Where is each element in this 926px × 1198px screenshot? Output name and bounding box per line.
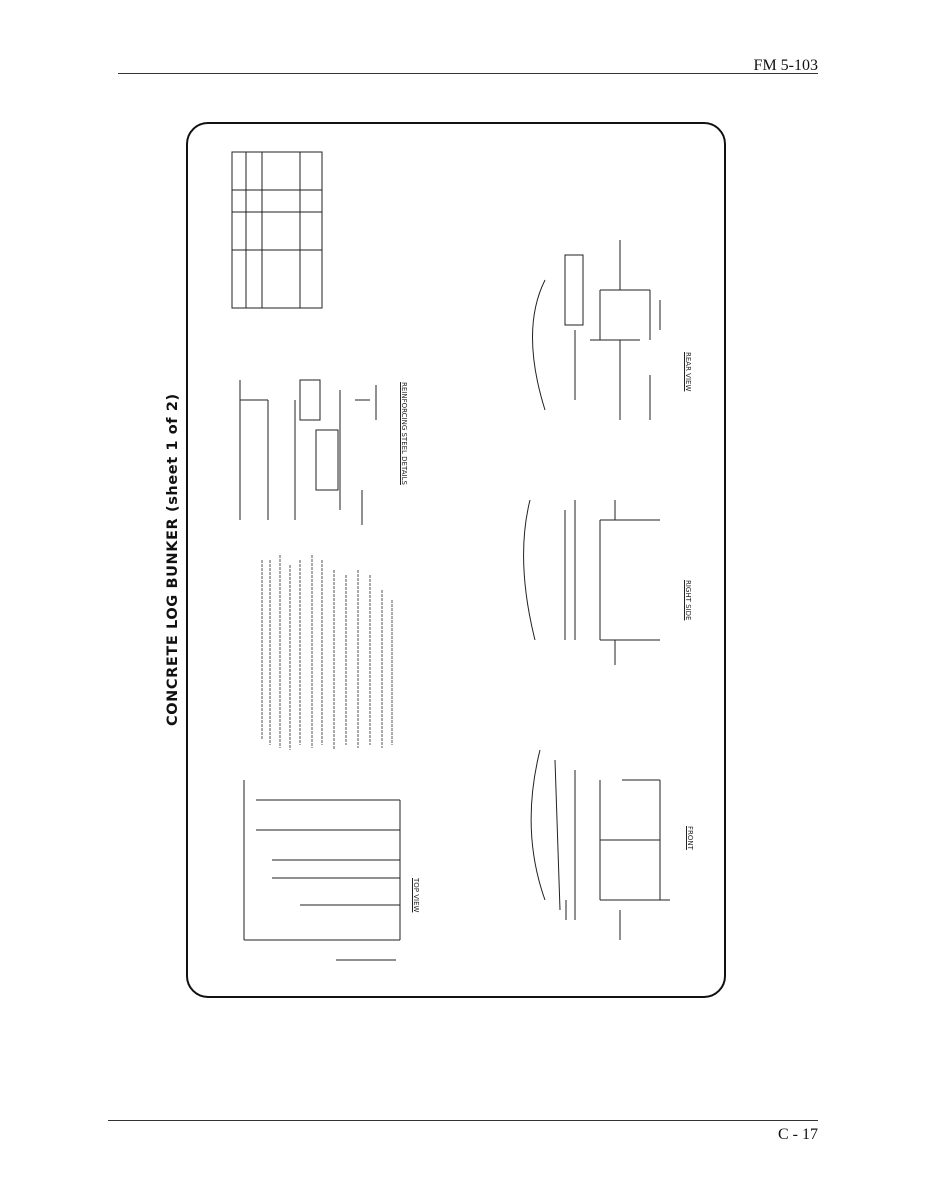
reinforcing-steel-label: REINFORCING STEEL DETAILS: [400, 382, 408, 485]
sheet-title: CONCRETE LOG BUNKER (sheet 1 of 2): [165, 393, 181, 726]
front-view-drawing: [531, 750, 670, 940]
right-side-view-label: RIGHT SIDE: [684, 580, 692, 621]
document-id: FM 5-103: [753, 57, 818, 74]
material-table: [232, 152, 322, 308]
rear-view-label: REAR VIEW: [684, 352, 692, 392]
right-side-view-drawing: [524, 500, 660, 665]
rear-view-drawing: [533, 240, 661, 420]
front-view-label: FRONT: [686, 826, 694, 850]
reinforcing-steel-drawing: [240, 380, 376, 525]
top-view-drawing: [244, 780, 400, 960]
page-number: C - 17: [778, 1126, 818, 1143]
general-notes: [262, 555, 392, 750]
footer-rule: [108, 1120, 818, 1121]
top-view-label: TOP VIEW: [412, 878, 420, 913]
